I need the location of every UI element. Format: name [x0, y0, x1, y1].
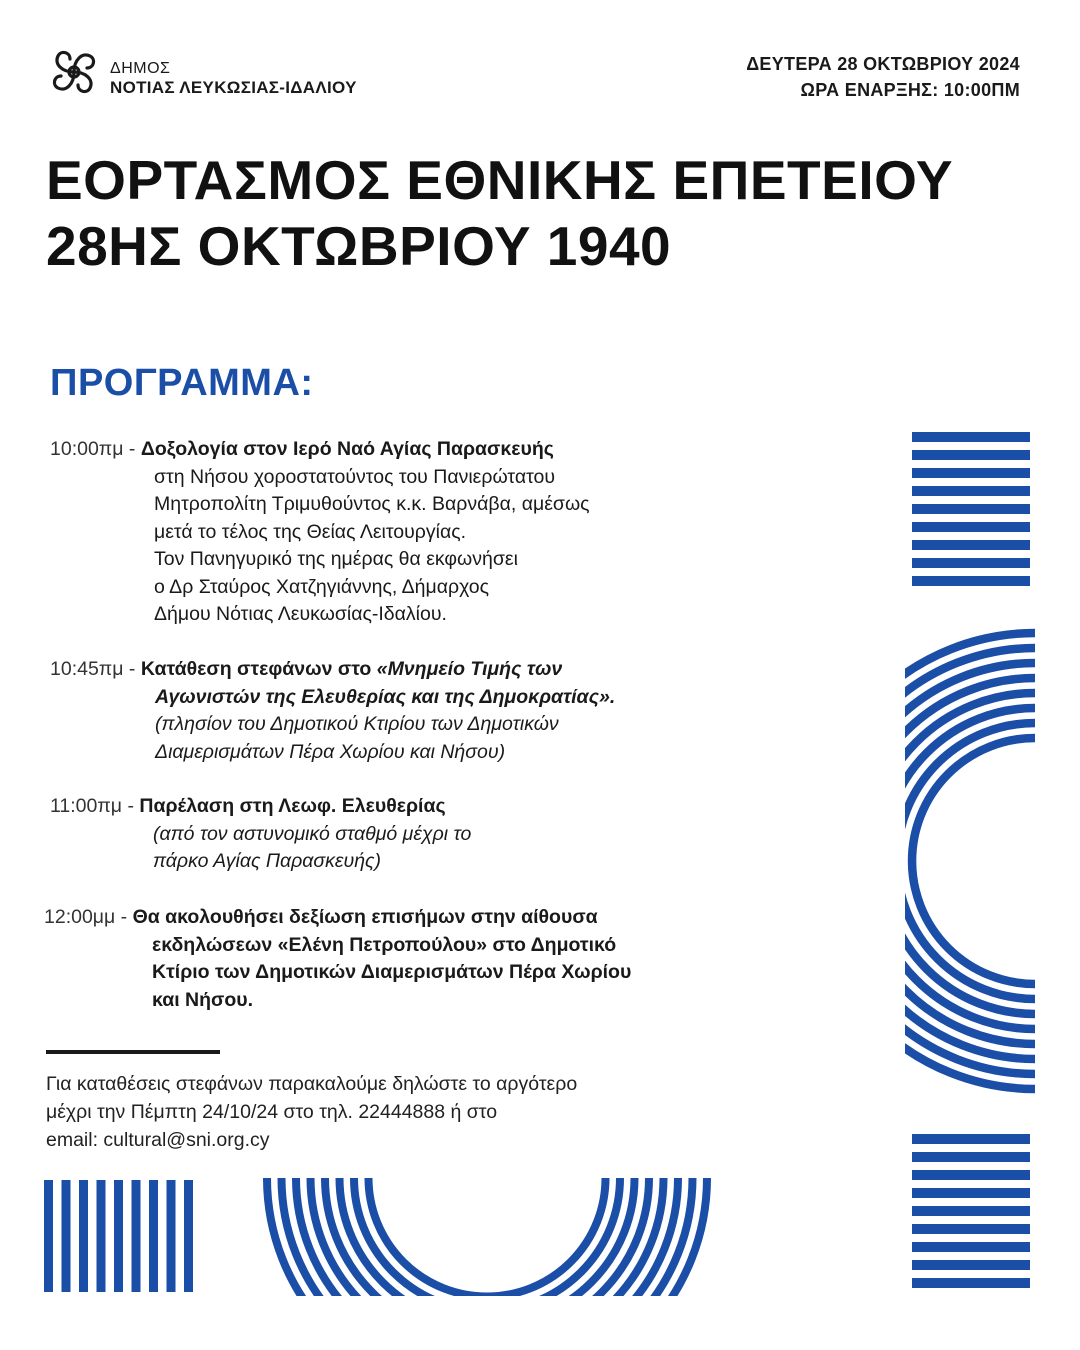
program-item-detail: πάρκο Αγίας Παρασκευής) — [153, 850, 382, 872]
stripe — [912, 1170, 1030, 1180]
program-item-time: 11:00πμ - — [50, 795, 140, 817]
program-item-title: Κατάθεση στεφάνων στο — [140, 658, 377, 680]
stripe — [912, 468, 1030, 478]
program-item-detail: Δήμου Νότιας Λευκωσίας-Ιδαλίου. — [154, 603, 447, 625]
program-item-detail: Μητροπολίτη Τριμυθούντος κ.κ. Βαρνάβα, αμέσως — [154, 493, 590, 515]
stripe — [912, 522, 1030, 532]
stripe — [912, 1188, 1030, 1198]
municipality-logo-icon — [44, 42, 104, 102]
program-item-time: 10:45πμ - — [50, 658, 141, 680]
stripe — [912, 1278, 1030, 1288]
program-item-detail: Τον Πανηγυρικό της ημέρας θα εκφωνήσει — [154, 548, 518, 570]
program-item-detail: Κτίριο των Δημοτικών Διαμερισμάτων Πέρα Χωρίου — [152, 961, 632, 983]
program-item-title: Θα ακολουθήσει δεξίωση επισήμων στην αίθουσα — [132, 906, 598, 928]
program-item-time: 12:00μμ - — [44, 906, 133, 928]
page-title-line-2: 28ΗΣ ΟΚΤΩΒΡΙΟΥ 1940 — [46, 215, 672, 277]
stripe — [912, 1242, 1030, 1252]
footer-note — [46, 1070, 577, 1154]
stripe — [149, 1180, 158, 1292]
decorative-concentric-arcs-right — [905, 628, 1035, 1094]
program-item — [50, 793, 471, 876]
program-item-detail: Διαμερισμάτων Πέρα Χωρίου και Νήσου) — [155, 740, 506, 763]
stripe — [912, 450, 1030, 460]
stripe — [912, 486, 1030, 496]
stripe — [912, 1152, 1030, 1162]
program-item — [50, 436, 590, 629]
program-item-detail: (από τον αστυνομικό σταθμό μέχρι το — [153, 822, 472, 845]
stripe — [912, 432, 1030, 442]
stripe — [62, 1180, 71, 1292]
program-item-time: 10:00πμ - — [50, 438, 141, 460]
stripe — [912, 1134, 1030, 1144]
decorative-stripes-horizontal — [912, 432, 1030, 592]
decorative-stripes-vertical — [44, 1180, 196, 1292]
program-item-title-italic: «Μνημείο Τιμής των — [376, 658, 563, 680]
program-item-title: Παρέλαση στη Λεωφ. Ελευθερίας — [139, 795, 446, 817]
program-item-detail: εκδηλώσεων «Ελένη Πετροπούλου» στο Δημοτικό — [152, 933, 617, 956]
divider — [46, 1050, 220, 1054]
org-name: ΝΟΤΙΑΣ ΛΕΥΚΩΣΙΑΣ-ΙΔΑΛΙΟΥ — [110, 78, 357, 97]
stripe — [184, 1180, 193, 1292]
stripe — [114, 1180, 123, 1292]
stripe — [912, 1224, 1030, 1234]
stripe — [79, 1180, 88, 1292]
stripe — [912, 540, 1030, 550]
footer-line: μέχρι την Πέμπτη 24/10/24 στο τηλ. 22444888 ή στο — [46, 1101, 498, 1123]
program-item-title: Δοξολογία στον Ιερό Ναό Αγίας Παρασκευής — [140, 438, 554, 460]
page-title-line-1: ΕΟΡΤΑΣΜΟΣ ΕΘΝΙΚΗΣ ΕΠΕΤΕΙΟΥ — [46, 149, 954, 211]
org-prefix: ΔΗΜΟΣ — [110, 60, 171, 77]
stripe — [912, 1206, 1030, 1216]
program-item-detail: ο Δρ Σταύρος Χατζηγιάννης, Δήμαρχος — [154, 575, 490, 598]
program-item-detail: μετά το τέλος της Θείας Λειτουργίας. — [154, 520, 467, 543]
stripe — [44, 1180, 53, 1292]
decorative-concentric-arcs-bottom — [262, 1178, 712, 1296]
program-item-detail: στη Νήσου χοροστατούντος του Πανιερώτατου — [154, 465, 556, 488]
program-item-title-cont: Αγωνιστών της Ελευθερίας και της Δημοκρατίας». — [155, 685, 616, 708]
event-start-time: ΩΡΑ ΕΝΑΡΞΗΣ: 10:00ΠΜ — [800, 80, 1020, 100]
program-item — [50, 656, 615, 766]
stripe — [167, 1180, 176, 1292]
arc — [354, 1178, 620, 1296]
stripe — [912, 1260, 1030, 1270]
program-item-detail: (πλησίον του Δημοτικού Κτιρίου των Δημοτικών — [155, 713, 559, 735]
stripe — [132, 1180, 141, 1292]
stripe — [912, 558, 1030, 568]
stripe — [97, 1180, 106, 1292]
stripe — [912, 576, 1030, 586]
decorative-stripes-horizontal — [912, 1134, 1030, 1294]
program-item-detail: και Νήσου. — [152, 988, 254, 1011]
footer-line: Για καταθέσεις στεφάνων παρακαλούμε δηλώστε το αργότερο — [46, 1073, 578, 1095]
arc — [905, 723, 1035, 999]
footer-line: email: cultural@sni.org.cy — [46, 1129, 270, 1151]
stripe — [912, 504, 1030, 514]
program-heading: ΠΡΟΓΡΑΜΜΑ: — [50, 362, 314, 404]
program-item — [44, 904, 631, 1014]
event-date: ΔΕΥΤΕΡΑ 28 ΟΚΤΩΒΡΙΟΥ 2024 — [746, 54, 1020, 74]
